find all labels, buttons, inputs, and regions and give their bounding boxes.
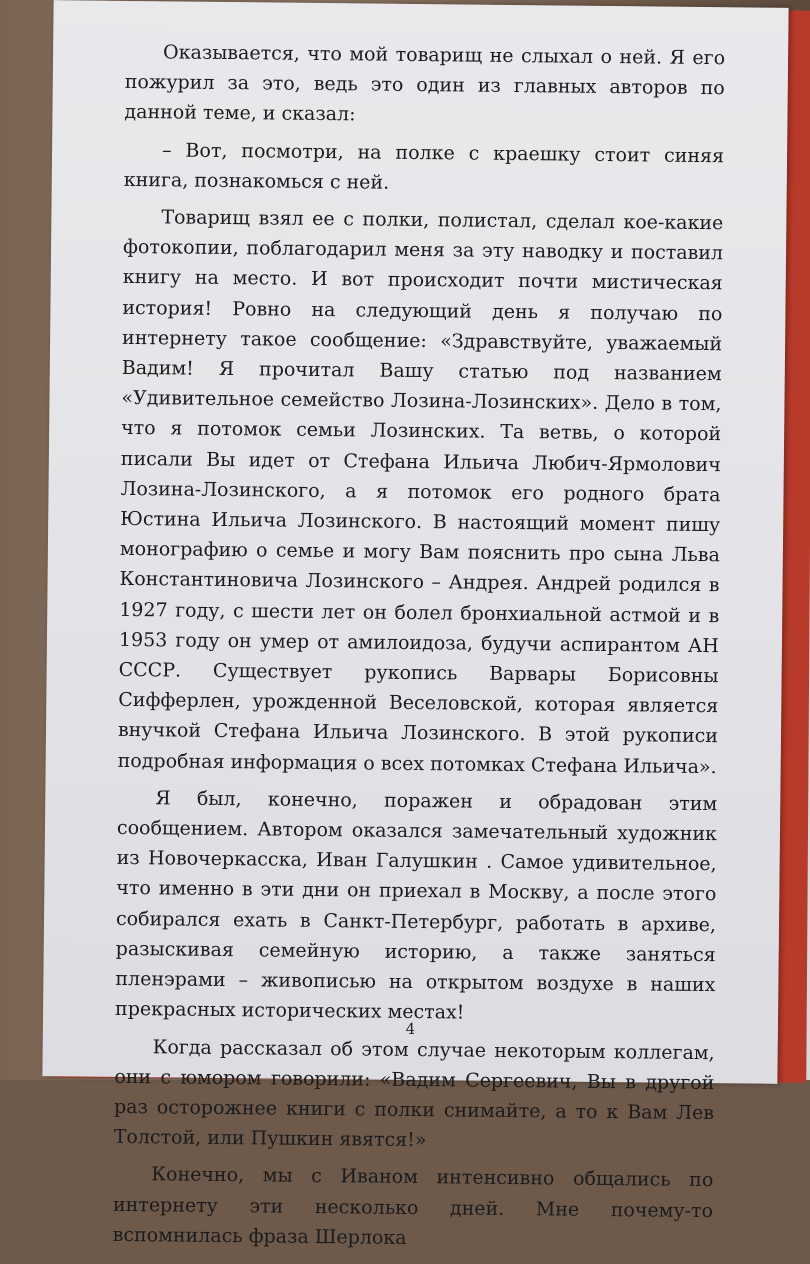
paragraph-1: Оказывается, что мой товарищ не слыхал о ней. Я его пожурил за это, ведь это один из главных авторов по данной теме, и сказал: xyxy=(124,41,726,126)
paragraph-5: Когда рассказал об этом случае некоторым коллегам, они с юмором говорили: «Вадим Сергеевич, Вы в другой раз осторожнее книги с полки снимайте, а то к Вам Лев Толстой, или Пушкин явятся!» xyxy=(113,1035,715,1152)
paragraph-2: – Вот, посмотри, на полке с краешку стоит синяя книга, познакомься с ней. xyxy=(123,138,725,194)
paragraph-3: Товарищ взял ее с полки, полистал, сделал кое-какие фотокопии, поблагодарил меня за эту наводку и поставил книгу на место. И вот происходит почти мистическая история! Ровно на следующий день я получаю по интернету такое сообщение: «Здравствуйте, уважаемый Вадим! Я прочитал Вашу статью под названием «Удивительное семейство Лозина-Лозинских». Дело в том, что я потомок семьи Лозинских. Та ветвь, о которой писали Вы идет от Стефана Ильича Любич-Ярмолович Лозина-Лозинского, а я потомок его родного брата Юстина Ильича Лозинского. В настоящий момент пишу монографию о семье и могу Вам пояснить про сына Льва Константиновича Лозинского – Андрея. Андрей родился в 1927 году, с шести лет он болел бронхиальной астмой и в 1953 году он умер от амилоидоза, будучи аспирантом АН СССР. Существует рукопись Варвары Борисовны Сифферлен, урожденной Веселовской, которая является внучкой Стефана Ильича Лозинского. В этой рукописи подробная информация о всех потомках Стефана Ильича». xyxy=(117,206,724,778)
page-body-text xyxy=(112,37,725,1263)
paragraph-6: Конечно, мы с Иваном интенсивно общались по интернету эти несколько дней. Мне почему-то вспомнилась фраза Шерлока xyxy=(112,1163,714,1249)
paragraph-4: Я был, конечно, поражен и обрадован этим сообщением. Автором оказался замечательный художник из Новочеркасска, Иван Галушкин . Самое удивительное, что именно в эти дни он приехал в Москву, а после этого собирался ехать в Санкт-Петербург, работать в архиве, разыскивая семейную историю, а также заняться пленэрами – живописью на открытом воздухе в наших прекрасных исторических местах! xyxy=(114,787,718,1024)
page-number: 4 xyxy=(405,1019,416,1039)
book-page xyxy=(42,0,788,1249)
